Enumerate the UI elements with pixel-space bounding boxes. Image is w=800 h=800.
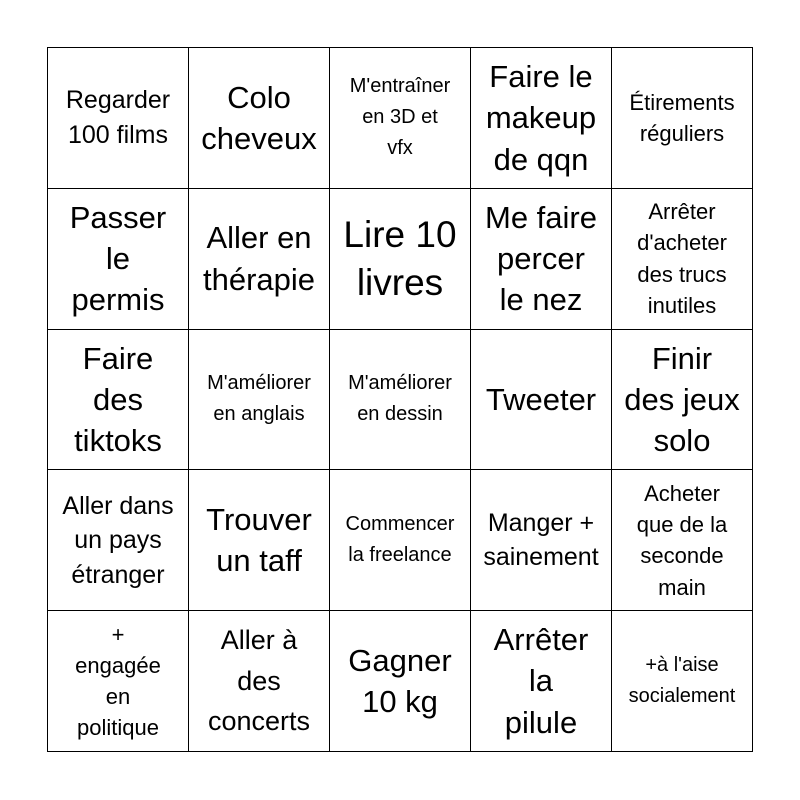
bingo-cell[interactable]: Faire des tiktoks	[48, 330, 189, 471]
bingo-cell[interactable]: M'entraîner en 3D et vfx	[330, 48, 471, 189]
bingo-cell[interactable]: M'améliorer en anglais	[189, 330, 330, 471]
bingo-cell[interactable]: Arrêter la pilule	[471, 611, 612, 752]
bingo-cell[interactable]: Trouver un taff	[189, 470, 330, 611]
bingo-cell[interactable]: Commencer la freelance	[330, 470, 471, 611]
bingo-cell[interactable]: Étirements réguliers	[612, 48, 753, 189]
bingo-cell[interactable]: Aller dans un pays étranger	[48, 470, 189, 611]
bingo-cell[interactable]: Me faire percer le nez	[471, 189, 612, 330]
bingo-cell[interactable]: +à l'aise socialement	[612, 611, 753, 752]
bingo-cell[interactable]: Colo cheveux	[189, 48, 330, 189]
bingo-cell[interactable]: Tweeter	[471, 330, 612, 471]
bingo-cell[interactable]: Passer le permis	[48, 189, 189, 330]
bingo-cell free-space[interactable]: Lire 10 livres	[330, 189, 471, 330]
bingo-cell[interactable]: Finir des jeux solo	[612, 330, 753, 471]
bingo-cell[interactable]: Aller en thérapie	[189, 189, 330, 330]
bingo-cell[interactable]: Faire le makeup de qqn	[471, 48, 612, 189]
bingo-cell[interactable]: Regarder 100 films	[48, 48, 189, 189]
bingo-cell[interactable]: M'améliorer en dessin	[330, 330, 471, 471]
bingo-cell[interactable]: Arrêter d'acheter des trucs inutiles	[612, 189, 753, 330]
bingo-cell[interactable]: + engagée en politique	[48, 611, 189, 752]
bingo-cell[interactable]: Aller à des concerts	[189, 611, 330, 752]
bingo-board	[47, 47, 753, 752]
bingo-cell[interactable]: Gagner 10 kg	[330, 611, 471, 752]
bingo-cell[interactable]: Acheter que de la seconde main	[612, 470, 753, 611]
bingo-cell[interactable]: Manger + sainement	[471, 470, 612, 611]
